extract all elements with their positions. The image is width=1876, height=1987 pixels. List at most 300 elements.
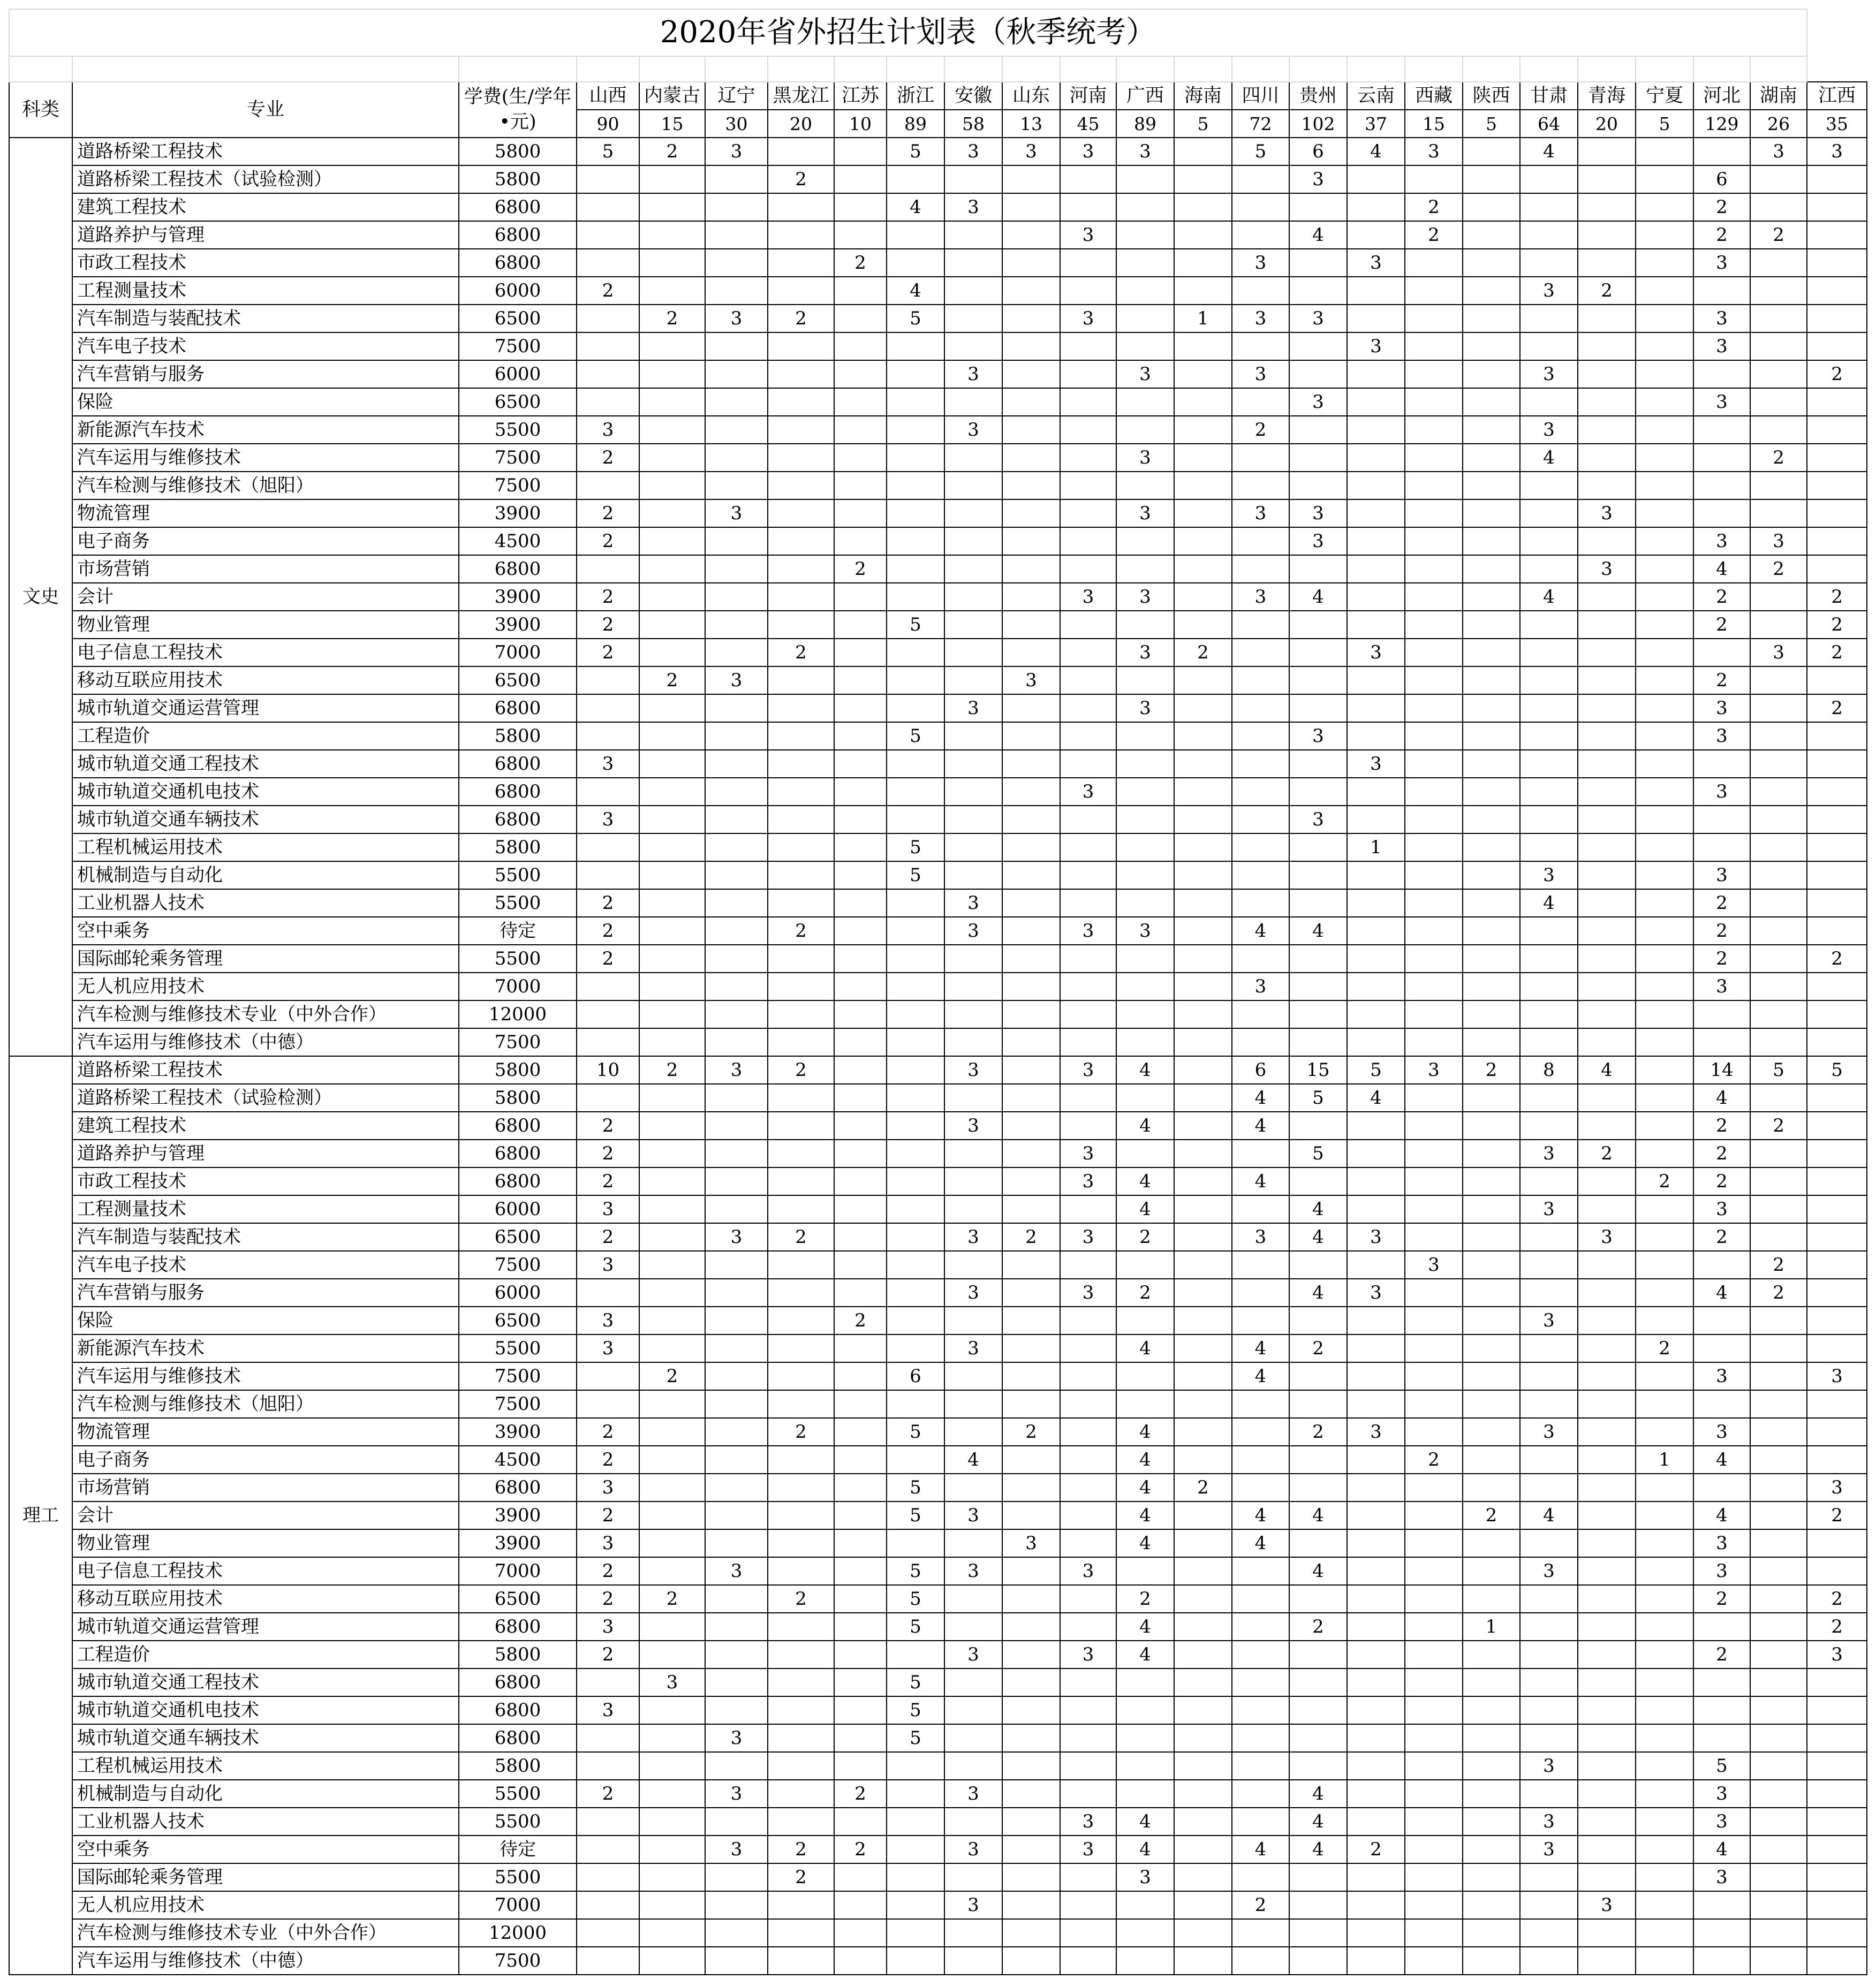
quota-cell <box>1060 833 1116 861</box>
quota-cell: 3 <box>1347 1418 1405 1446</box>
quota-cell <box>1578 1418 1636 1446</box>
quota-cell: 3 <box>1116 694 1174 722</box>
spreadsheet <box>9 9 1867 1975</box>
quota-cell <box>1807 666 1867 694</box>
table-row <box>9 444 1867 472</box>
quota-cell <box>1520 332 1578 360</box>
quota-cell <box>834 305 887 332</box>
quota-cell <box>834 1529 887 1557</box>
quota-cell <box>705 360 768 388</box>
table-row <box>9 1919 1867 1947</box>
quota-cell <box>834 138 887 165</box>
quota-cell <box>1174 1195 1232 1223</box>
blank-cell <box>1232 56 1289 82</box>
quota-cell <box>944 973 1002 1000</box>
quota-cell <box>705 1696 768 1724</box>
quota-cell <box>1750 1000 1807 1028</box>
quota-cell <box>944 1028 1002 1056</box>
quota-cell <box>834 1501 887 1529</box>
quota-cell: 5 <box>887 305 944 332</box>
quota-cell <box>834 889 887 917</box>
quota-cell <box>1636 416 1693 444</box>
quota-cell <box>1116 1251 1174 1279</box>
quota-cell <box>768 555 834 583</box>
quota-cell <box>1405 1195 1463 1223</box>
major-cell: 工程机械运用技术 <box>72 1752 459 1780</box>
quota-cell <box>1636 138 1693 165</box>
quota-cell <box>1405 889 1463 917</box>
quota-cell: 4 <box>1347 1084 1405 1112</box>
quota-cell <box>1174 527 1232 555</box>
quota-cell <box>1750 889 1807 917</box>
quota-cell <box>1750 1696 1807 1724</box>
quota-cell <box>1289 1251 1347 1279</box>
quota-cell <box>705 1947 768 1975</box>
quota-cell <box>1520 1780 1578 1808</box>
quota-cell: 4 <box>1289 1279 1347 1307</box>
quota-cell <box>705 277 768 305</box>
quota-cell <box>1520 388 1578 416</box>
quota-cell <box>1174 1334 1232 1362</box>
quota-cell <box>944 249 1002 277</box>
quota-cell: 2 <box>577 611 639 639</box>
blank-cell <box>1463 56 1520 82</box>
fee-cell: 5800 <box>459 138 577 165</box>
quota-cell: 3 <box>1289 499 1347 527</box>
quota-cell: 4 <box>1232 1362 1289 1390</box>
table-row <box>9 1501 1867 1529</box>
quota-cell <box>768 277 834 305</box>
quota-cell <box>705 1000 768 1028</box>
quota-cell: 4 <box>1116 1167 1174 1195</box>
quota-cell <box>1750 388 1807 416</box>
quota-cell <box>1807 1919 1867 1947</box>
province-total: 129 <box>1693 110 1750 138</box>
table-row <box>9 1418 1867 1446</box>
quota-cell <box>768 611 834 639</box>
major-cell: 市场营销 <box>72 555 459 583</box>
province-header: 浙江 <box>887 82 944 110</box>
quota-cell <box>768 1140 834 1167</box>
quota-cell: 4 <box>1578 1056 1636 1084</box>
major-cell: 工业机器人技术 <box>72 1808 459 1836</box>
quota-cell <box>1347 945 1405 973</box>
quota-cell <box>944 806 1002 833</box>
quota-cell: 3 <box>1520 1195 1578 1223</box>
quota-cell <box>1578 1669 1636 1696</box>
quota-cell <box>705 833 768 861</box>
quota-cell: 5 <box>1289 1084 1347 1112</box>
quota-cell <box>1636 1752 1693 1780</box>
quota-cell: 3 <box>1578 499 1636 527</box>
quota-cell <box>1289 1585 1347 1613</box>
quota-cell <box>1463 1223 1520 1251</box>
quota-cell: 3 <box>1807 138 1867 165</box>
table-row <box>9 833 1867 861</box>
major-cell: 国际邮轮乘务管理 <box>72 945 459 973</box>
quota-cell <box>1520 1669 1578 1696</box>
quota-cell <box>768 1084 834 1112</box>
province-header: 宁夏 <box>1636 82 1693 110</box>
quota-cell <box>944 1529 1002 1557</box>
quota-cell <box>1116 555 1174 583</box>
quota-cell <box>1347 193 1405 221</box>
major-cell: 市政工程技术 <box>72 1167 459 1195</box>
province-header: 江西 <box>1807 82 1867 110</box>
quota-cell <box>1116 1028 1174 1056</box>
quota-cell <box>1289 1724 1347 1752</box>
fee-cell: 5500 <box>459 861 577 889</box>
quota-cell <box>1174 694 1232 722</box>
quota-cell: 3 <box>1232 583 1289 611</box>
province-header: 青海 <box>1578 82 1636 110</box>
quota-cell <box>1232 1947 1289 1975</box>
quota-cell <box>1174 249 1232 277</box>
quota-cell <box>1463 1724 1520 1752</box>
fee-cell: 3900 <box>459 1418 577 1446</box>
table-row <box>9 1362 1867 1390</box>
quota-cell <box>1174 1000 1232 1028</box>
quota-cell <box>1174 1780 1232 1808</box>
fee-cell: 5800 <box>459 833 577 861</box>
province-total: 102 <box>1289 110 1347 138</box>
quota-cell <box>834 861 887 889</box>
quota-cell <box>1807 1808 1867 1836</box>
province-total: 64 <box>1520 110 1578 138</box>
quota-cell <box>1463 722 1520 750</box>
quota-cell: 2 <box>768 1585 834 1613</box>
quota-cell <box>1636 722 1693 750</box>
major-cell: 道路桥梁工程技术 <box>72 1056 459 1084</box>
blank-cell <box>577 56 639 82</box>
province-header: 四川 <box>1232 82 1289 110</box>
quota-cell <box>1463 472 1520 499</box>
quota-cell <box>1116 472 1174 499</box>
quota-cell: 2 <box>1578 1140 1636 1167</box>
quota-cell <box>1463 917 1520 945</box>
quota-cell: 3 <box>1232 499 1289 527</box>
quota-cell: 3 <box>1116 138 1174 165</box>
quota-cell <box>1636 277 1693 305</box>
table-row <box>9 945 1867 973</box>
quota-cell <box>1636 193 1693 221</box>
quota-cell <box>1289 360 1347 388</box>
quota-cell <box>705 1585 768 1613</box>
quota-cell <box>944 1362 1002 1390</box>
quota-cell <box>577 249 639 277</box>
quota-cell: 2 <box>1807 1501 1867 1529</box>
quota-cell <box>944 666 1002 694</box>
quota-cell <box>1289 1529 1347 1557</box>
quota-cell: 3 <box>577 1251 639 1279</box>
quota-cell <box>1232 1669 1289 1696</box>
quota-cell <box>1578 806 1636 833</box>
quota-cell: 2 <box>577 917 639 945</box>
quota-cell <box>834 1863 887 1891</box>
quota-cell <box>1636 1836 1693 1863</box>
quota-cell <box>1405 1529 1463 1557</box>
quota-cell <box>1405 1140 1463 1167</box>
quota-cell <box>1174 1390 1232 1418</box>
province-total: 10 <box>834 110 887 138</box>
quota-cell <box>1405 1585 1463 1613</box>
major-cell: 汽车检测与维修技术专业（中外合作） <box>72 1000 459 1028</box>
quota-cell <box>1002 1863 1060 1891</box>
quota-cell: 4 <box>1116 1195 1174 1223</box>
quota-cell <box>1578 778 1636 806</box>
quota-cell <box>1636 332 1693 360</box>
quota-cell <box>1750 694 1807 722</box>
province-total: 89 <box>1116 110 1174 138</box>
fee-cell: 待定 <box>459 1836 577 1863</box>
fee-cell: 4500 <box>459 1446 577 1474</box>
major-cell: 物业管理 <box>72 611 459 639</box>
quota-cell <box>639 1167 705 1195</box>
quota-cell <box>834 1947 887 1975</box>
quota-cell: 3 <box>1116 499 1174 527</box>
table-row <box>9 221 1867 249</box>
quota-cell <box>639 1836 705 1863</box>
quota-cell <box>705 1808 768 1836</box>
quota-cell <box>1520 1613 1578 1641</box>
quota-cell: 3 <box>1693 1780 1750 1808</box>
quota-cell <box>834 750 887 778</box>
quota-cell <box>768 1112 834 1140</box>
quota-cell <box>1002 1557 1060 1585</box>
quota-cell <box>1520 1112 1578 1140</box>
quota-cell <box>1750 1418 1807 1446</box>
quota-cell <box>639 722 705 750</box>
quota-cell <box>1116 611 1174 639</box>
quota-cell <box>1463 1112 1520 1140</box>
quota-cell <box>1347 1362 1405 1390</box>
quota-cell <box>1807 499 1867 527</box>
quota-cell <box>1636 221 1693 249</box>
quota-cell <box>1002 444 1060 472</box>
table-row <box>9 917 1867 945</box>
quota-cell <box>834 1919 887 1947</box>
quota-cell <box>705 1446 768 1474</box>
quota-cell <box>1232 889 1289 917</box>
quota-cell <box>1636 1084 1693 1112</box>
quota-cell <box>1289 1112 1347 1140</box>
quota-cell: 2 <box>1116 1223 1174 1251</box>
quota-cell <box>1520 555 1578 583</box>
quota-cell: 1 <box>1636 1446 1693 1474</box>
major-cell: 电子信息工程技术 <box>72 639 459 666</box>
quota-cell <box>1636 639 1693 666</box>
quota-cell <box>834 1167 887 1195</box>
quota-cell <box>577 305 639 332</box>
quota-cell <box>1463 499 1520 527</box>
quota-cell <box>1463 1195 1520 1223</box>
major-cell: 工程造价 <box>72 722 459 750</box>
quota-cell <box>1807 1669 1867 1696</box>
quota-cell: 3 <box>1405 1056 1463 1084</box>
major-cell: 会计 <box>72 583 459 611</box>
quota-cell: 5 <box>1693 1752 1750 1780</box>
quota-cell <box>768 806 834 833</box>
quota-cell <box>1347 889 1405 917</box>
quota-cell <box>1578 416 1636 444</box>
quota-cell <box>1636 1474 1693 1501</box>
quota-cell <box>1347 1390 1405 1418</box>
quota-cell: 3 <box>705 1223 768 1251</box>
quota-cell: 5 <box>887 1474 944 1501</box>
quota-cell <box>768 332 834 360</box>
quota-cell <box>1807 1418 1867 1446</box>
quota-cell <box>887 1195 944 1223</box>
header-major: 专业 <box>72 82 459 138</box>
province-total: 30 <box>705 110 768 138</box>
quota-cell <box>1289 1696 1347 1724</box>
quota-cell <box>887 1891 944 1919</box>
quota-cell <box>1578 1780 1636 1808</box>
quota-cell <box>1636 889 1693 917</box>
fee-cell: 5500 <box>459 1334 577 1362</box>
table-row <box>9 1557 1867 1585</box>
quota-cell <box>768 388 834 416</box>
province-header: 湖南 <box>1750 82 1807 110</box>
quota-cell: 3 <box>944 1641 1002 1669</box>
quota-cell <box>1116 165 1174 193</box>
province-header: 山西 <box>577 82 639 110</box>
quota-cell <box>1807 1696 1867 1724</box>
major-cell: 机械制造与自动化 <box>72 1780 459 1808</box>
quota-cell: 3 <box>1347 1223 1405 1251</box>
quota-cell <box>639 1140 705 1167</box>
major-cell: 汽车运用与维修技术（中德） <box>72 1947 459 1975</box>
quota-cell <box>834 1613 887 1641</box>
quota-cell: 3 <box>1347 750 1405 778</box>
quota-cell <box>1347 917 1405 945</box>
fee-cell: 4500 <box>459 527 577 555</box>
quota-cell <box>1347 806 1405 833</box>
quota-cell <box>1463 1863 1520 1891</box>
quota-cell: 2 <box>1807 583 1867 611</box>
quota-cell <box>1060 249 1116 277</box>
quota-cell <box>887 1808 944 1836</box>
quota-cell <box>1060 1362 1116 1390</box>
quota-cell <box>834 1084 887 1112</box>
quota-cell <box>705 889 768 917</box>
quota-cell <box>768 1501 834 1529</box>
quota-cell <box>1174 1891 1232 1919</box>
quota-cell <box>834 666 887 694</box>
quota-cell: 3 <box>1232 1223 1289 1251</box>
quota-cell <box>1636 249 1693 277</box>
quota-cell <box>768 1696 834 1724</box>
quota-cell <box>1116 806 1174 833</box>
quota-cell: 3 <box>1060 1167 1116 1195</box>
quota-cell <box>1520 639 1578 666</box>
quota-cell <box>944 750 1002 778</box>
quota-cell <box>1347 666 1405 694</box>
quota-cell <box>639 221 705 249</box>
quota-cell <box>1807 1529 1867 1557</box>
quota-cell <box>834 1585 887 1613</box>
quota-cell: 3 <box>705 666 768 694</box>
quota-cell <box>1578 1446 1636 1474</box>
quota-cell <box>705 1028 768 1056</box>
quota-cell <box>1463 277 1520 305</box>
quota-cell: 2 <box>1693 666 1750 694</box>
quota-cell <box>577 833 639 861</box>
quota-cell: 2 <box>1232 1891 1289 1919</box>
quota-cell <box>1463 1279 1520 1307</box>
quota-cell: 4 <box>1520 583 1578 611</box>
quota-cell <box>768 750 834 778</box>
quota-cell <box>1116 1891 1174 1919</box>
quota-cell: 3 <box>1693 694 1750 722</box>
quota-cell <box>705 1084 768 1112</box>
major-cell: 道路桥梁工程技术（试验检测） <box>72 165 459 193</box>
quota-cell: 5 <box>887 1585 944 1613</box>
quota-cell <box>1520 722 1578 750</box>
quota-cell <box>1002 193 1060 221</box>
quota-cell <box>1002 1724 1060 1752</box>
quota-cell <box>887 165 944 193</box>
quota-cell: 3 <box>1289 305 1347 332</box>
blank-cell <box>1174 56 1232 82</box>
quota-cell <box>1405 750 1463 778</box>
quota-cell: 2 <box>768 1418 834 1446</box>
quota-cell <box>768 1724 834 1752</box>
quota-cell: 2 <box>834 1836 887 1863</box>
quota-cell <box>1463 833 1520 861</box>
quota-cell <box>1750 666 1807 694</box>
quota-cell <box>1405 833 1463 861</box>
table-row <box>9 1195 1867 1223</box>
quota-cell: 5 <box>1750 1056 1807 1084</box>
quota-cell <box>1232 750 1289 778</box>
quota-cell <box>1116 221 1174 249</box>
quota-cell <box>705 1891 768 1919</box>
quota-cell <box>1807 221 1867 249</box>
quota-cell <box>1405 1112 1463 1140</box>
quota-cell: 5 <box>1232 138 1289 165</box>
province-total: 5 <box>1174 110 1232 138</box>
quota-cell <box>1060 416 1116 444</box>
quota-cell <box>768 1891 834 1919</box>
quota-cell: 3 <box>944 1279 1002 1307</box>
quota-cell <box>944 1752 1002 1780</box>
quota-cell <box>834 1390 887 1418</box>
quota-cell <box>1174 1724 1232 1752</box>
quota-cell: 2 <box>1693 1140 1750 1167</box>
quota-cell <box>1750 1891 1807 1919</box>
quota-cell <box>1520 1223 1578 1251</box>
quota-cell <box>577 221 639 249</box>
quota-cell <box>1289 416 1347 444</box>
quota-cell: 2 <box>1693 1585 1750 1613</box>
quota-cell <box>1232 193 1289 221</box>
quota-cell: 3 <box>1520 1307 1578 1334</box>
quota-cell: 2 <box>577 527 639 555</box>
quota-cell <box>1060 945 1116 973</box>
quota-cell: 2 <box>639 1056 705 1084</box>
quota-cell: 3 <box>1578 555 1636 583</box>
major-cell: 市政工程技术 <box>72 249 459 277</box>
quota-cell <box>1174 1223 1232 1251</box>
quota-cell <box>1405 1808 1463 1836</box>
quota-cell <box>1520 1167 1578 1195</box>
quota-cell <box>1463 694 1520 722</box>
quota-cell <box>1463 889 1520 917</box>
quota-cell <box>768 1641 834 1669</box>
quota-cell: 4 <box>1289 583 1347 611</box>
quota-cell <box>1002 416 1060 444</box>
